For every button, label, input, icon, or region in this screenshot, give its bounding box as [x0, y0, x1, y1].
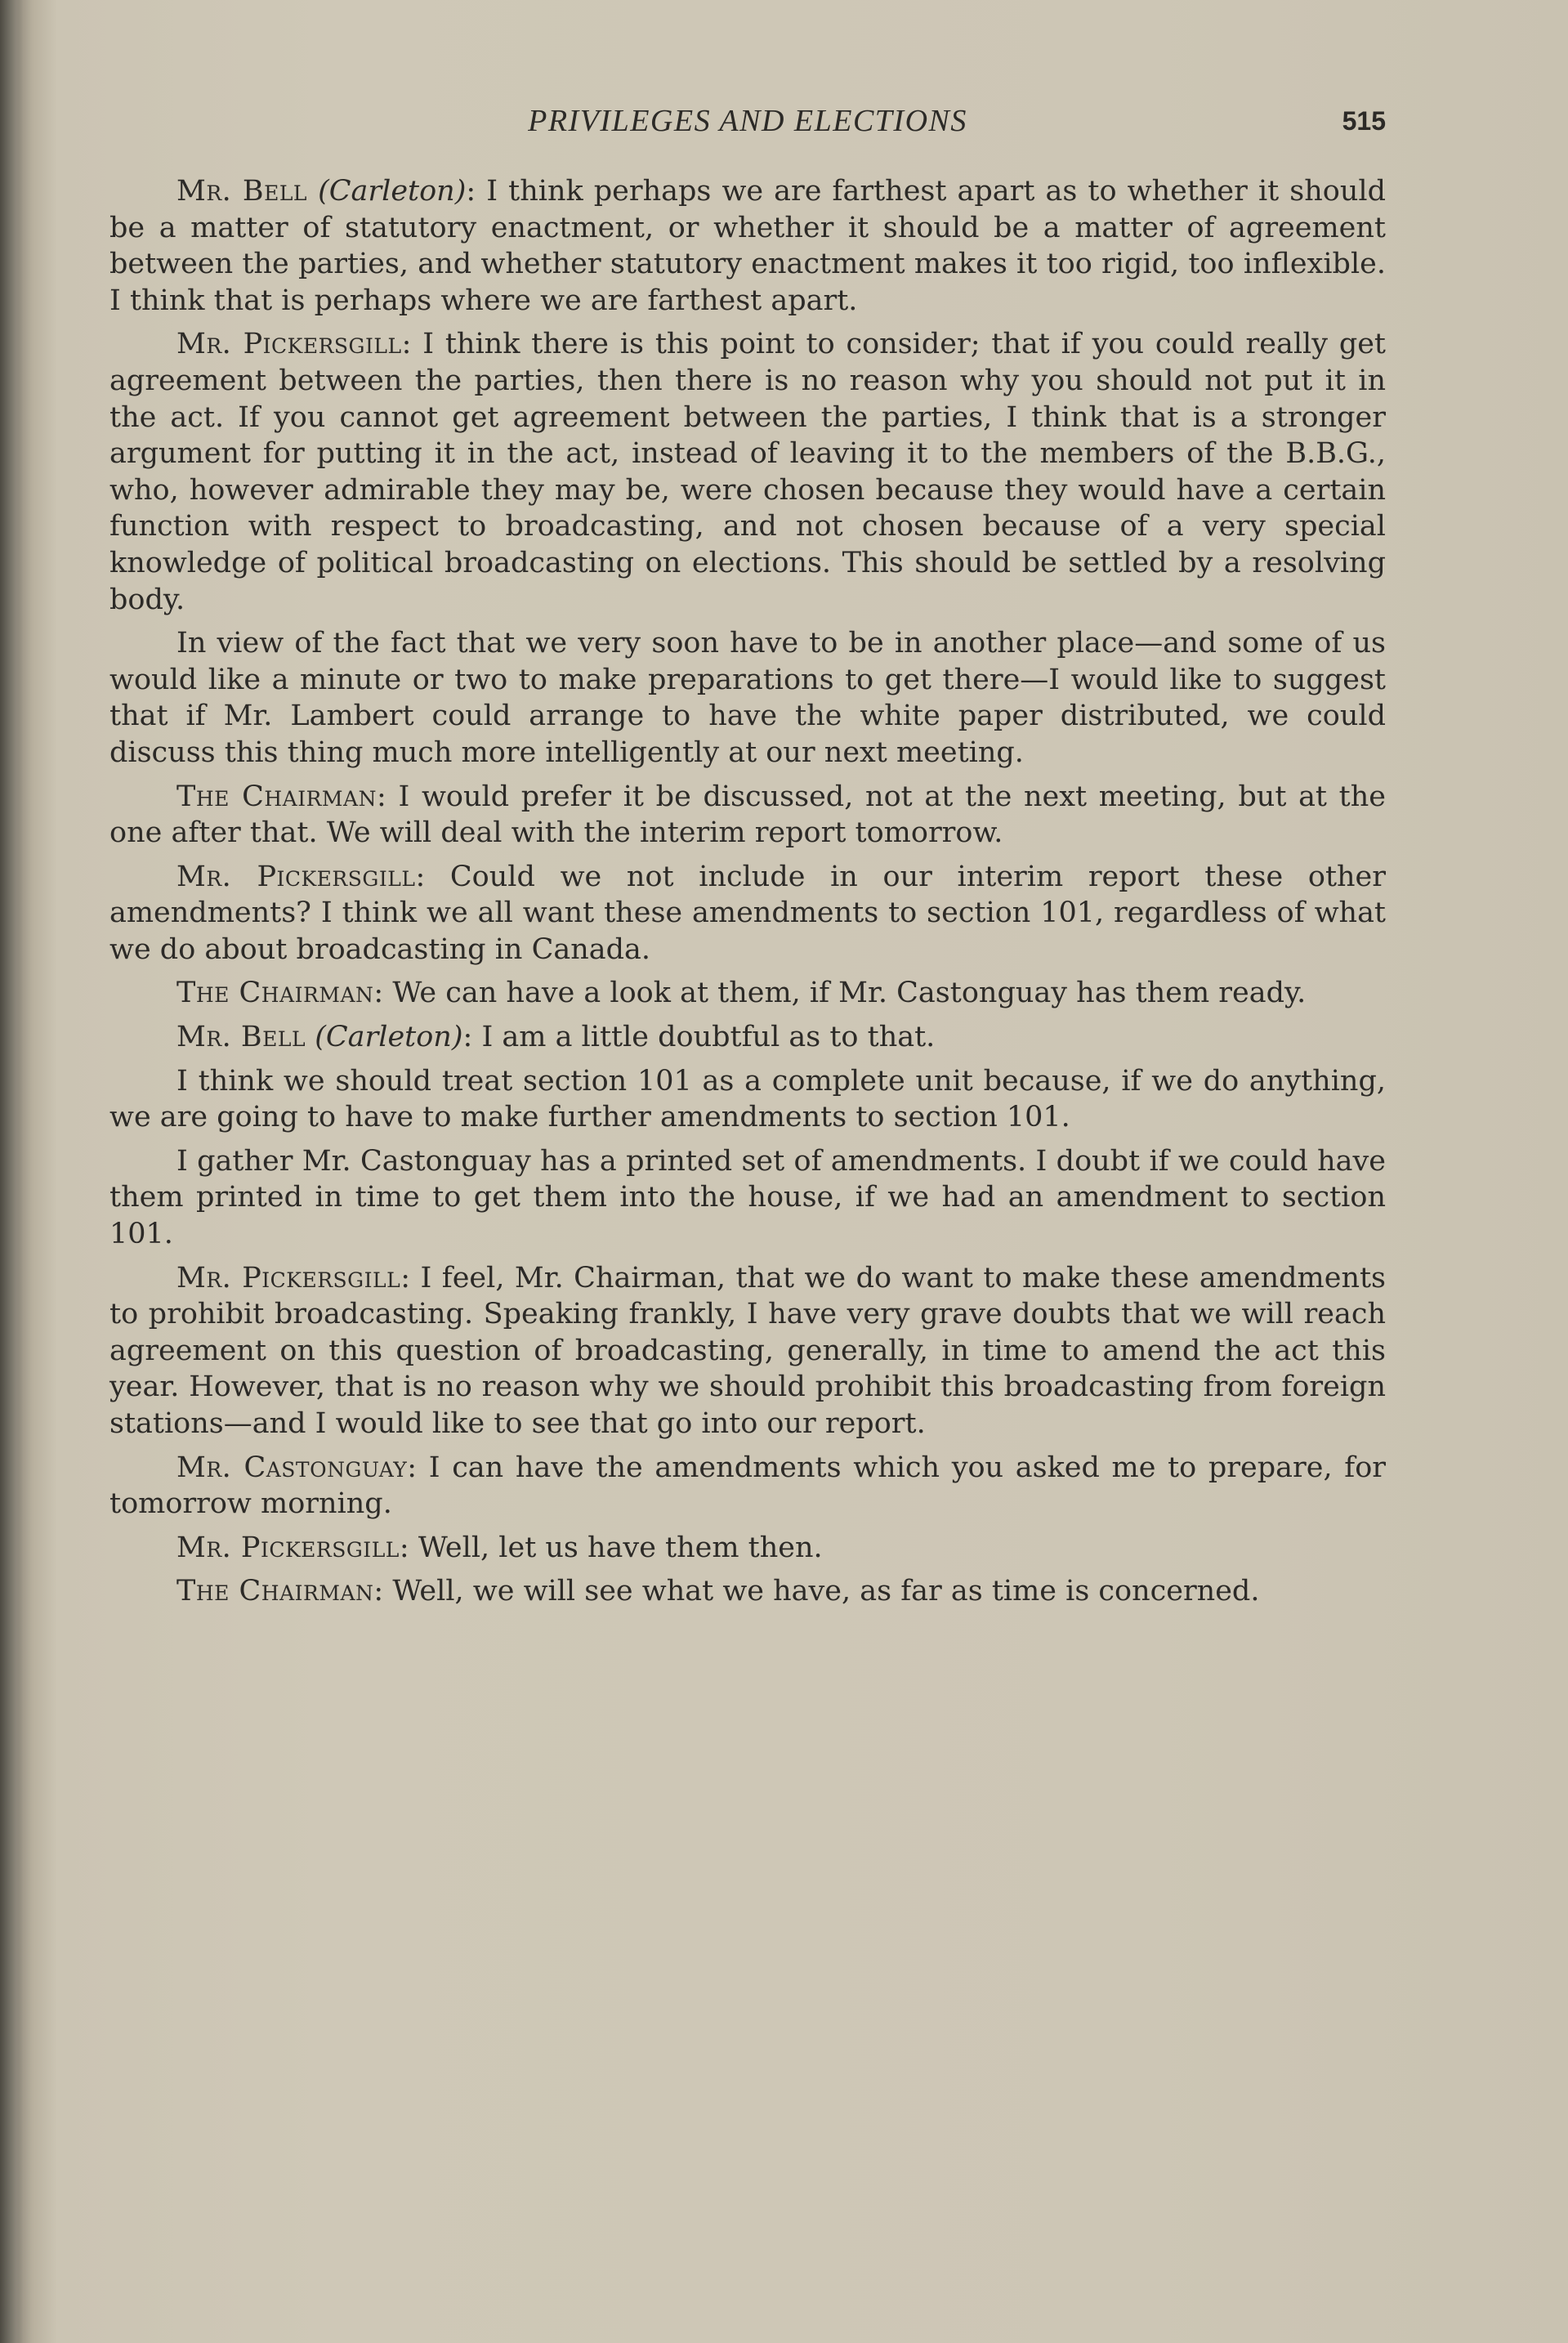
paragraph-text: Well, we will see what we have, as far as time is concerned. — [392, 1575, 1260, 1608]
transcript-body — [109, 173, 1386, 1617]
speaker-name: Mr. Pickersgill — [176, 860, 416, 893]
paragraph-text: I think perhaps we are farthest apart as to whether it should be a matter of statutory enactment, or whether it should be a matter of agreement between the parties, and whether statutory enactment makes it too rigid, too inflexible. I think that is perhaps where we are farthest apart. — [109, 175, 1386, 317]
paragraph-text: We can have a look at them, if Mr. Castonguay has them ready. — [392, 977, 1307, 1010]
paragraph: Mr. Pickersgill: Could we not include in our interim report these other amendments? I think we all want these amendments to section 101, regardless of what we do about broadcasting in Canada. — [109, 860, 1387, 966]
speaker-name: The Chairman — [176, 1575, 374, 1608]
paragraph: Mr. Pickersgill: I think there is this point to consider; that if you could really get agreement between the parties, then there is no reason why you should not put it in the act. If you cannot get agreement between the parties, I think that is a stronger argument for putting it in the act, instead of leaving it to the members of the B.B.G., who, however admirable they may be, were chosen because they would have a certain function with respect to broadcasting, and not chosen because of a very special knowledge of political broadcasting on elections. This should be settled by a resolving body. — [109, 328, 1386, 616]
paragraph-text: In view of the fact that we very soon have to be in another place—and some of us would like a minute or two to make preparations to get there—I would like to suggest that if Mr. Lambert could arrange to have the white paper distributed, we could discuss this thing much more intelligently at our next meeting. — [109, 627, 1386, 769]
paragraph — [109, 1143, 1386, 1253]
paragraph: The Chairman: Well, we will see what we have, as far as time is concerned. — [176, 1575, 1260, 1608]
paragraph-text: Well, let us have them then. — [418, 1531, 823, 1564]
speaker-name: Mr. Bell — [176, 175, 308, 208]
running-title: PRIVILEGES AND ELECTIONS — [528, 104, 967, 138]
speaker-name: Mr. Pickersgill — [176, 1531, 400, 1564]
paragraph: The Chairman: I would prefer it be discussed, not at the next meeting, but at the one after that. We will deal with the interim report tomorrow. — [109, 780, 1386, 850]
book-spine-shadow — [0, 0, 23, 2343]
page-number: 515 — [1342, 106, 1386, 136]
speaker-name: Mr. Castonguay — [176, 1451, 408, 1484]
speaker-riding: (Carleton) — [318, 175, 467, 208]
paragraph-text: I feel, Mr. Chairman, that we do want to make these amendments to prohibit broadcasting. Speaking frankly, I have very grave doubts that we will reach agreement on this question of broadcasting, generally, in time to amend the act this year. However, that is no reason why we should prohibit this broadcasting from foreign stations—and I would like to see that go into our report. — [109, 1261, 1387, 1440]
paragraph-text: Could we not include in our interim report these other amendments? I think we all want these amendments to section 101, regardless of what we do about broadcasting in Canada. — [109, 860, 1387, 966]
paragraph: Mr. Castonguay: I can have the amendments which you asked me to prepare, for tomorrow morning. — [109, 1451, 1386, 1521]
speaker-name: The Chairman — [176, 977, 374, 1010]
paragraph-text: I can have the amendments which you asked me to prepare, for tomorrow morning. — [109, 1451, 1386, 1521]
paragraph: Mr. Bell (Carleton): I am a little doubtful as to that. — [176, 1021, 936, 1054]
paragraph-text: I would prefer it be discussed, not at the next meeting, but at the one after that. We will deal with the interim report tomorrow. — [109, 780, 1386, 850]
paragraph — [109, 1063, 1386, 1136]
speaker-name: Mr. Bell — [176, 1021, 306, 1054]
speaker-name: The Chairman — [176, 780, 377, 813]
paragraph-text: I am a little doubtful as to that. — [481, 1021, 936, 1054]
running-header — [109, 103, 1386, 145]
paragraph: Mr. Bell (Carleton): I think perhaps we are farthest apart as to whether it should be a matter of statutory enactment, or whether it should be a matter of agreement between the parties, and whether statutory enactment makes it too rigid, too inflexible. I think that is perhaps where we are farthest apart. — [109, 175, 1386, 317]
paragraph-text: I think there is this point to consider; that if you could really get agreement between the parties, then there is no reason why you should not put it in the act. If you cannot get agreement between the parties, I think that is a stronger argument for putting it in the act, instead of leaving it to the members of the B.B.G., who, however admirable they may be, were chosen because they would have a certain function with respect to broadcasting, and not chosen because of a very special knowledge of political broadcasting on elections. This should be settled by a resolving body. — [109, 328, 1386, 616]
speaker-name: Mr. Pickersgill — [176, 1261, 401, 1294]
speaker-name: Mr. Pickersgill — [176, 328, 402, 361]
paragraph: Mr. Pickersgill: I feel, Mr. Chairman, that we do want to make these amendments to prohibit broadcasting. Speaking frankly, I have very grave doubts that we will reach agreement on this question of broadcasting, generally, in time to amend the act this year. However, that is no reason why we should prohibit this broadcasting from foreign stations—and I would like to see that go into our report. — [109, 1261, 1387, 1440]
paragraph: Mr. Pickersgill: Well, let us have them then. — [176, 1531, 823, 1564]
paragraph-text: I think we should treat section 101 as a complete unit because, if we do anything, we are going to have to make further amendments to section 101. — [109, 1064, 1386, 1134]
speaker-riding: (Carleton) — [315, 1021, 463, 1054]
paragraph: The Chairman: We can have a look at them, if Mr. Castonguay has them ready. — [176, 977, 1307, 1010]
paragraph — [109, 625, 1386, 771]
paragraph-text: I gather Mr. Castonguay has a printed set of amendments. I doubt if we could have them printed in time to get them into the house, if we had an amendment to section 101. — [109, 1144, 1386, 1251]
